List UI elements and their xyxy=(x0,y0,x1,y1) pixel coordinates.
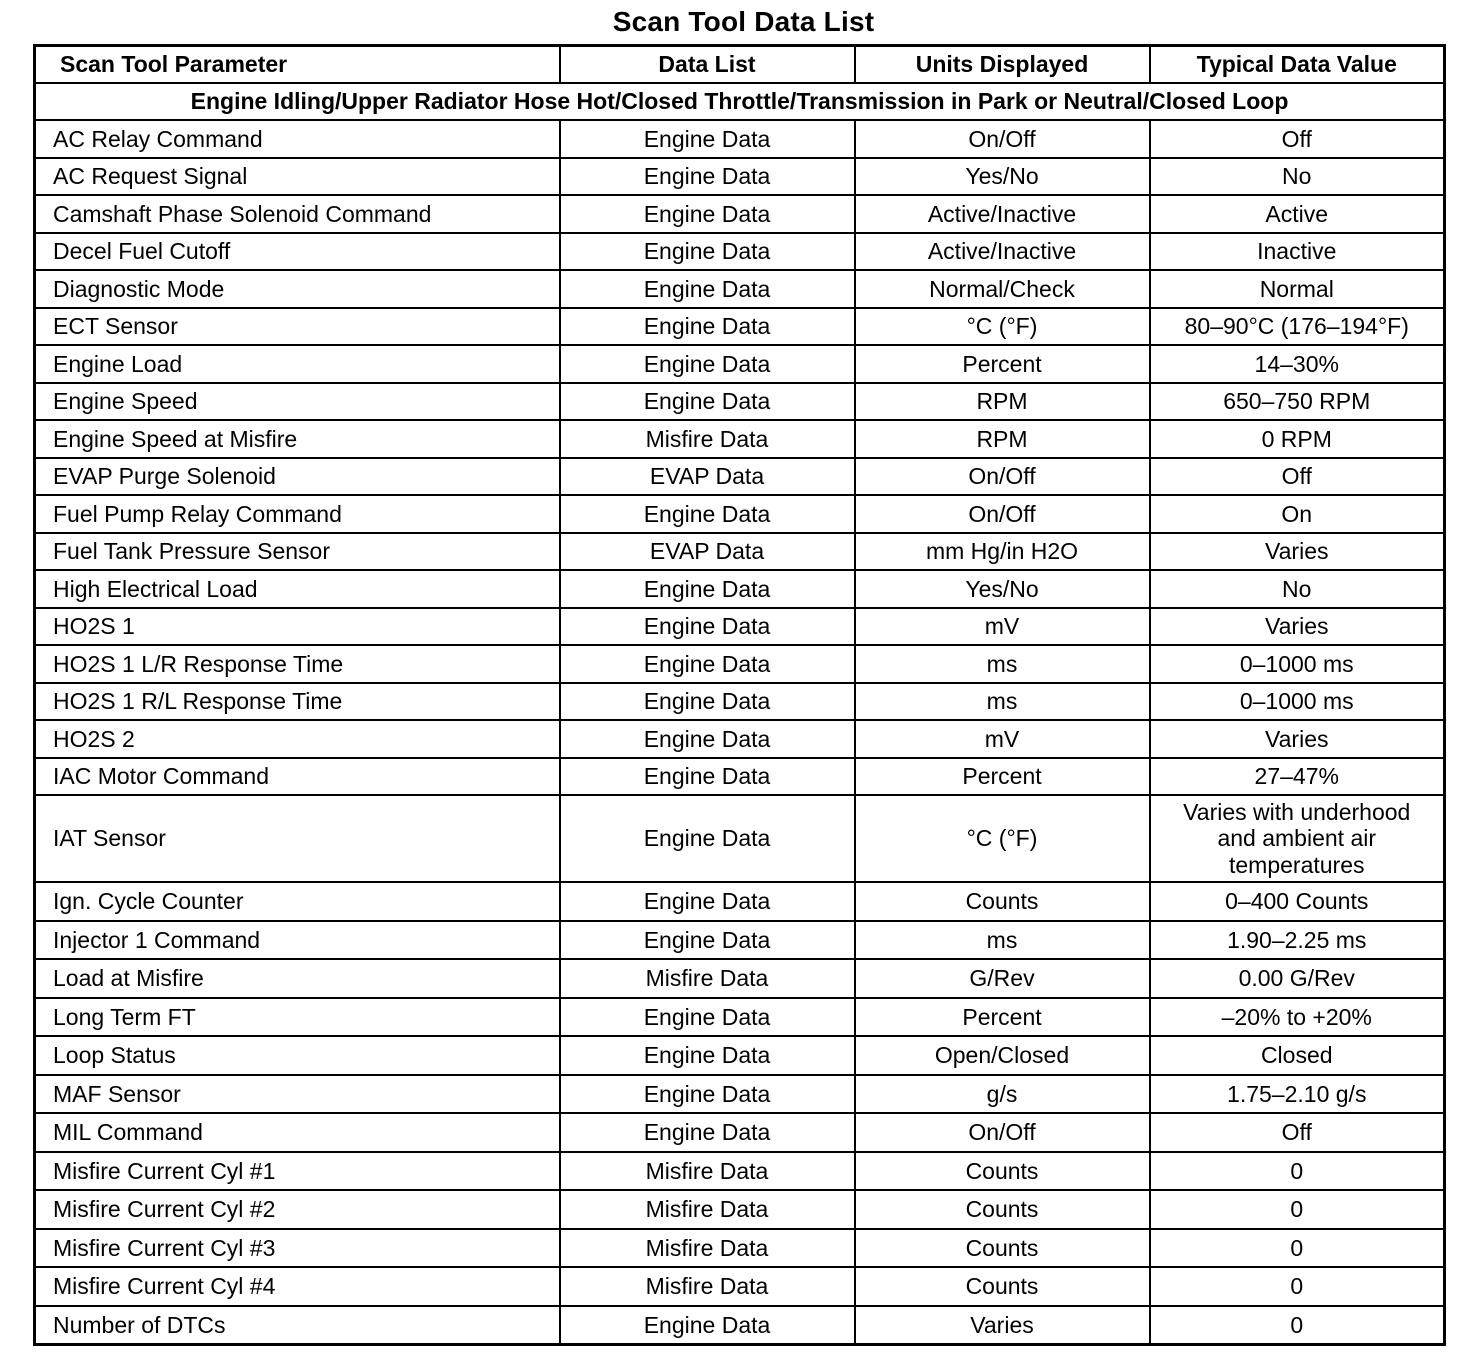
cell-data-list: Engine Data xyxy=(560,120,855,158)
cell-parameter: MIL Command xyxy=(35,1113,560,1152)
cell-typical-value: No xyxy=(1150,158,1445,196)
cell-units: G/Rev xyxy=(855,959,1150,998)
cell-parameter: IAT Sensor xyxy=(35,795,560,882)
cell-parameter: Misfire Current Cyl #3 xyxy=(35,1229,560,1268)
condition-row xyxy=(35,83,1445,120)
cell-units: Percent xyxy=(855,758,1150,796)
table-row xyxy=(35,195,1445,233)
table-row xyxy=(35,1190,1445,1229)
cell-typical-value: 0 RPM xyxy=(1150,420,1445,458)
cell-units: Percent xyxy=(855,345,1150,383)
cell-units: Counts xyxy=(855,1152,1150,1191)
table-row xyxy=(35,420,1445,458)
cell-typical-value: Varies xyxy=(1150,608,1445,646)
table-row xyxy=(35,1036,1445,1075)
cell-typical-value: 80–90°C (176–194°F) xyxy=(1150,308,1445,346)
table-row xyxy=(35,1267,1445,1306)
table-row xyxy=(35,608,1445,646)
cell-data-list: Engine Data xyxy=(560,1075,855,1114)
cell-typical-value: Normal xyxy=(1150,270,1445,308)
table-row xyxy=(35,683,1445,721)
cell-parameter: HO2S 1 xyxy=(35,608,560,646)
cell-units: RPM xyxy=(855,420,1150,458)
cell-typical-value: Closed xyxy=(1150,1036,1445,1075)
cell-typical-value: 27–47% xyxy=(1150,758,1445,796)
scan-tool-data-table xyxy=(33,44,1446,1346)
cell-parameter: Engine Speed xyxy=(35,383,560,421)
cell-parameter: Diagnostic Mode xyxy=(35,270,560,308)
cell-data-list: Misfire Data xyxy=(560,959,855,998)
header-data-list: Data List xyxy=(560,46,855,84)
table-row xyxy=(35,158,1445,196)
table-row xyxy=(35,570,1445,608)
cell-units: ms xyxy=(855,921,1150,960)
cell-data-list: Engine Data xyxy=(560,195,855,233)
table-body xyxy=(35,83,1445,1345)
table-row xyxy=(35,383,1445,421)
cell-parameter: AC Request Signal xyxy=(35,158,560,196)
header-row xyxy=(35,46,1445,84)
cell-typical-value: 14–30% xyxy=(1150,345,1445,383)
cell-typical-value: Off xyxy=(1150,458,1445,496)
cell-data-list: Engine Data xyxy=(560,795,855,882)
cell-typical-value: 650–750 RPM xyxy=(1150,383,1445,421)
cell-units: Yes/No xyxy=(855,570,1150,608)
table-row xyxy=(35,1306,1445,1345)
cell-data-list: Misfire Data xyxy=(560,1190,855,1229)
cell-units: Counts xyxy=(855,882,1150,921)
cell-typical-value: On xyxy=(1150,495,1445,533)
cell-parameter: Engine Load xyxy=(35,345,560,383)
cell-parameter: Misfire Current Cyl #4 xyxy=(35,1267,560,1306)
table-row xyxy=(35,1229,1445,1268)
header-units: Units Displayed xyxy=(855,46,1150,84)
cell-parameter: IAC Motor Command xyxy=(35,758,560,796)
cell-parameter: Number of DTCs xyxy=(35,1306,560,1345)
table-row xyxy=(35,1113,1445,1152)
cell-parameter: Misfire Current Cyl #2 xyxy=(35,1190,560,1229)
cell-typical-value: 0–1000 ms xyxy=(1150,683,1445,721)
cell-parameter: Fuel Pump Relay Command xyxy=(35,495,560,533)
cell-data-list: Engine Data xyxy=(560,233,855,271)
cell-typical-value: 1.90–2.25 ms xyxy=(1150,921,1445,960)
cell-parameter: HO2S 1 R/L Response Time xyxy=(35,683,560,721)
cell-parameter: Long Term FT xyxy=(35,998,560,1037)
cell-units: Active/Inactive xyxy=(855,195,1150,233)
cell-units: g/s xyxy=(855,1075,1150,1114)
cell-data-list: Engine Data xyxy=(560,570,855,608)
cell-data-list: Engine Data xyxy=(560,345,855,383)
cell-data-list: Engine Data xyxy=(560,758,855,796)
cell-units: On/Off xyxy=(855,120,1150,158)
cell-data-list: Engine Data xyxy=(560,608,855,646)
cell-typical-value: 0 xyxy=(1150,1152,1445,1191)
cell-typical-value: Varies xyxy=(1150,720,1445,758)
table-row xyxy=(35,1152,1445,1191)
table-row xyxy=(35,270,1445,308)
cell-parameter: Fuel Tank Pressure Sensor xyxy=(35,533,560,571)
cell-parameter: Engine Speed at Misfire xyxy=(35,420,560,458)
table-row xyxy=(35,998,1445,1037)
cell-units: Percent xyxy=(855,998,1150,1037)
cell-data-list: Engine Data xyxy=(560,882,855,921)
cell-parameter: Load at Misfire xyxy=(35,959,560,998)
cell-data-list: Engine Data xyxy=(560,998,855,1037)
cell-parameter: AC Relay Command xyxy=(35,120,560,158)
cell-data-list: Engine Data xyxy=(560,495,855,533)
cell-parameter: HO2S 2 xyxy=(35,720,560,758)
cell-units: On/Off xyxy=(855,1113,1150,1152)
cell-typical-value: –20% to +20% xyxy=(1150,998,1445,1037)
cell-parameter: ECT Sensor xyxy=(35,308,560,346)
cell-data-list: Engine Data xyxy=(560,1306,855,1345)
cell-parameter: Decel Fuel Cutoff xyxy=(35,233,560,271)
table-row xyxy=(35,1075,1445,1114)
cell-parameter: HO2S 1 L/R Response Time xyxy=(35,645,560,683)
cell-units: Yes/No xyxy=(855,158,1150,196)
cell-typical-value: 1.75–2.10 g/s xyxy=(1150,1075,1445,1114)
cell-data-list: Misfire Data xyxy=(560,1152,855,1191)
cell-parameter: Camshaft Phase Solenoid Command xyxy=(35,195,560,233)
cell-parameter: Ign. Cycle Counter xyxy=(35,882,560,921)
table-row xyxy=(35,233,1445,271)
condition-text: Engine Idling/Upper Radiator Hose Hot/Closed Throttle/Transmission in Park or Neutral/Closed Loop xyxy=(35,83,1445,120)
cell-units: On/Off xyxy=(855,458,1150,496)
cell-units: mm Hg/in H2O xyxy=(855,533,1150,571)
cell-units: °C (°F) xyxy=(855,795,1150,882)
cell-data-list: Engine Data xyxy=(560,270,855,308)
table-row xyxy=(35,308,1445,346)
header-typical-value: Typical Data Value xyxy=(1150,46,1445,84)
cell-parameter: Loop Status xyxy=(35,1036,560,1075)
cell-units: ms xyxy=(855,683,1150,721)
table-row xyxy=(35,882,1445,921)
cell-data-list: Engine Data xyxy=(560,308,855,346)
cell-units: Varies xyxy=(855,1306,1150,1345)
cell-units: Counts xyxy=(855,1267,1150,1306)
table-row xyxy=(35,120,1445,158)
cell-parameter: Misfire Current Cyl #1 xyxy=(35,1152,560,1191)
cell-units: Active/Inactive xyxy=(855,233,1150,271)
cell-typical-value: No xyxy=(1150,570,1445,608)
cell-data-list: Misfire Data xyxy=(560,420,855,458)
cell-parameter: High Electrical Load xyxy=(35,570,560,608)
cell-typical-value: Varies with underhood and ambient air temperatures xyxy=(1150,795,1445,882)
cell-typical-value: 0.00 G/Rev xyxy=(1150,959,1445,998)
cell-data-list: Engine Data xyxy=(560,921,855,960)
cell-data-list: Engine Data xyxy=(560,158,855,196)
cell-typical-value: 0 xyxy=(1150,1190,1445,1229)
cell-data-list: Engine Data xyxy=(560,720,855,758)
table-row xyxy=(35,645,1445,683)
cell-data-list: Misfire Data xyxy=(560,1267,855,1306)
cell-units: mV xyxy=(855,720,1150,758)
cell-units: ms xyxy=(855,645,1150,683)
cell-units: Counts xyxy=(855,1190,1150,1229)
cell-data-list: EVAP Data xyxy=(560,458,855,496)
table-row xyxy=(35,720,1445,758)
cell-units: Counts xyxy=(855,1229,1150,1268)
cell-units: Open/Closed xyxy=(855,1036,1150,1075)
cell-parameter: MAF Sensor xyxy=(35,1075,560,1114)
cell-typical-value: 0 xyxy=(1150,1306,1445,1345)
cell-typical-value: 0–1000 ms xyxy=(1150,645,1445,683)
table-row xyxy=(35,495,1445,533)
cell-typical-value: Inactive xyxy=(1150,233,1445,271)
cell-parameter: Injector 1 Command xyxy=(35,921,560,960)
header-parameter: Scan Tool Parameter xyxy=(35,46,560,84)
cell-units: °C (°F) xyxy=(855,308,1150,346)
cell-data-list: EVAP Data xyxy=(560,533,855,571)
table-row xyxy=(35,533,1445,571)
cell-typical-value: 0 xyxy=(1150,1229,1445,1268)
cell-units: mV xyxy=(855,608,1150,646)
cell-units: RPM xyxy=(855,383,1150,421)
cell-data-list: Engine Data xyxy=(560,645,855,683)
cell-data-list: Misfire Data xyxy=(560,1229,855,1268)
table-row xyxy=(35,345,1445,383)
table-row xyxy=(35,921,1445,960)
table-row xyxy=(35,795,1445,882)
cell-data-list: Engine Data xyxy=(560,383,855,421)
table-row xyxy=(35,458,1445,496)
table-row xyxy=(35,758,1445,796)
cell-typical-value: 0–400 Counts xyxy=(1150,882,1445,921)
cell-typical-value: Off xyxy=(1150,120,1445,158)
cell-units: Normal/Check xyxy=(855,270,1150,308)
cell-data-list: Engine Data xyxy=(560,683,855,721)
cell-parameter: EVAP Purge Solenoid xyxy=(35,458,560,496)
cell-typical-value: Varies xyxy=(1150,533,1445,571)
cell-units: On/Off xyxy=(855,495,1150,533)
cell-typical-value: Off xyxy=(1150,1113,1445,1152)
page-title: Scan Tool Data List xyxy=(612,6,875,37)
cell-data-list: Engine Data xyxy=(560,1113,855,1152)
cell-typical-value: Active xyxy=(1150,195,1445,233)
table-row xyxy=(35,959,1445,998)
cell-data-list: Engine Data xyxy=(560,1036,855,1075)
cell-typical-value: 0 xyxy=(1150,1267,1445,1306)
